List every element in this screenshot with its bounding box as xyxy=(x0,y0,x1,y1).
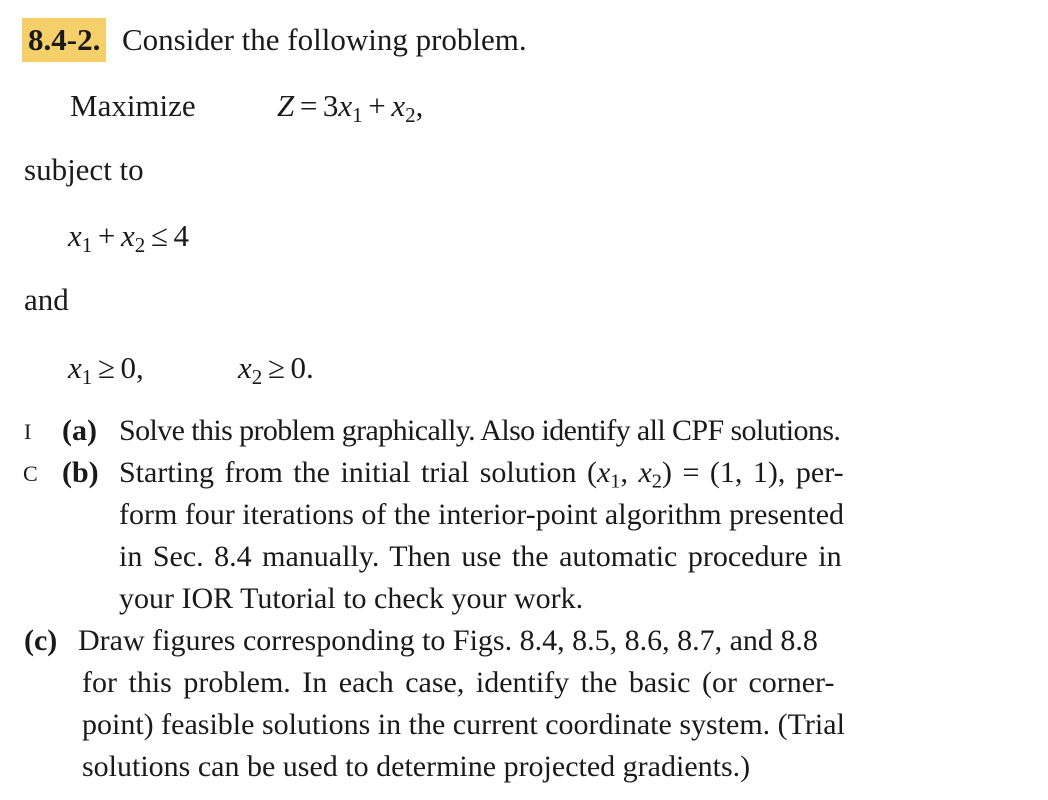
constraint xyxy=(68,214,189,258)
part-b-comma: , xyxy=(620,456,639,489)
part-b-x1: x xyxy=(596,456,611,489)
objective-function xyxy=(277,84,423,128)
and-label: and xyxy=(24,282,69,317)
part-b-x1-sub: 1 xyxy=(610,470,621,493)
nonneg-x1-geq: ≥ xyxy=(97,350,115,385)
part-c-label: (c) xyxy=(24,624,58,657)
part-b-line1-post: ) = (1, 1), per- xyxy=(662,456,844,489)
part-b-line1-pre: Starting from the initial trial solution ( xyxy=(119,456,597,489)
maximize-label: Maximize xyxy=(70,88,196,123)
part-c-line4: solutions can be used to determine projected gradients.) xyxy=(82,750,751,783)
nonneg-x2-sub: 2 xyxy=(251,364,263,389)
subject-to-label: subject to xyxy=(24,152,144,187)
nonneg-x1-rhs: 0, xyxy=(120,350,144,385)
constraint-x1-sub: 1 xyxy=(81,232,93,257)
part-b-label: (b) xyxy=(62,456,99,489)
objective-x2: x xyxy=(391,88,406,123)
nonneg-x1-sub: 1 xyxy=(81,364,93,389)
objective-x2-sub: 2 xyxy=(405,102,416,127)
problem-intro: Consider the following problem. xyxy=(122,22,527,57)
problem-number: 8.4-2. xyxy=(22,18,106,62)
part-b-marker: C xyxy=(23,461,38,486)
part-b-line1 xyxy=(119,452,844,494)
part-c-line2: for this problem. In each case, identify the basic (or corner- xyxy=(82,666,835,699)
part-a-label: (a) xyxy=(62,414,97,447)
part-a-text: Solve this problem graphically. Also identify all CPF solutions. xyxy=(119,414,841,447)
part-c-line1: Draw figures corresponding to Figs. 8.4, 8.5, 8.6, 8.7, and 8.8 xyxy=(78,624,818,657)
constraint-plus: + xyxy=(97,218,116,253)
constraint-x2: x xyxy=(120,218,135,253)
objective-comma: , xyxy=(415,88,424,123)
constraint-leq: ≤ xyxy=(150,218,168,253)
constraint-x1: x xyxy=(68,218,82,253)
nonneg-x1-var: x xyxy=(68,350,82,385)
objective-equals: = xyxy=(299,88,318,123)
part-b-line4: your IOR Tutorial to check your work. xyxy=(119,582,584,615)
part-b-line3: in Sec. 8.4 manually. Then use the automatic procedure in xyxy=(119,540,842,573)
nonneg-x2-geq: ≥ xyxy=(267,350,285,385)
objective-x1: x xyxy=(338,88,353,123)
nonneg-x1 xyxy=(68,346,144,390)
constraint-rhs: 4 xyxy=(173,218,189,253)
objective-z: Z xyxy=(277,88,295,123)
nonneg-x2-rhs: 0. xyxy=(290,350,314,385)
objective-x1-sub: 1 xyxy=(352,102,363,127)
objective-plus: + xyxy=(368,88,386,123)
nonneg-x2-var: x xyxy=(238,350,252,385)
constraint-x2-sub: 2 xyxy=(134,232,146,257)
objective-coef: 3 xyxy=(322,88,339,123)
part-c-line3: point) feasible solutions in the current coordinate system. (Trial xyxy=(82,708,845,741)
part-a-marker: I xyxy=(24,419,32,444)
part-b-x2-sub: 2 xyxy=(651,470,662,493)
part-b-x2: x xyxy=(638,456,652,489)
nonneg-x2 xyxy=(238,346,314,390)
part-b-line2: form four iterations of the interior-point algorithm presented xyxy=(119,498,845,531)
